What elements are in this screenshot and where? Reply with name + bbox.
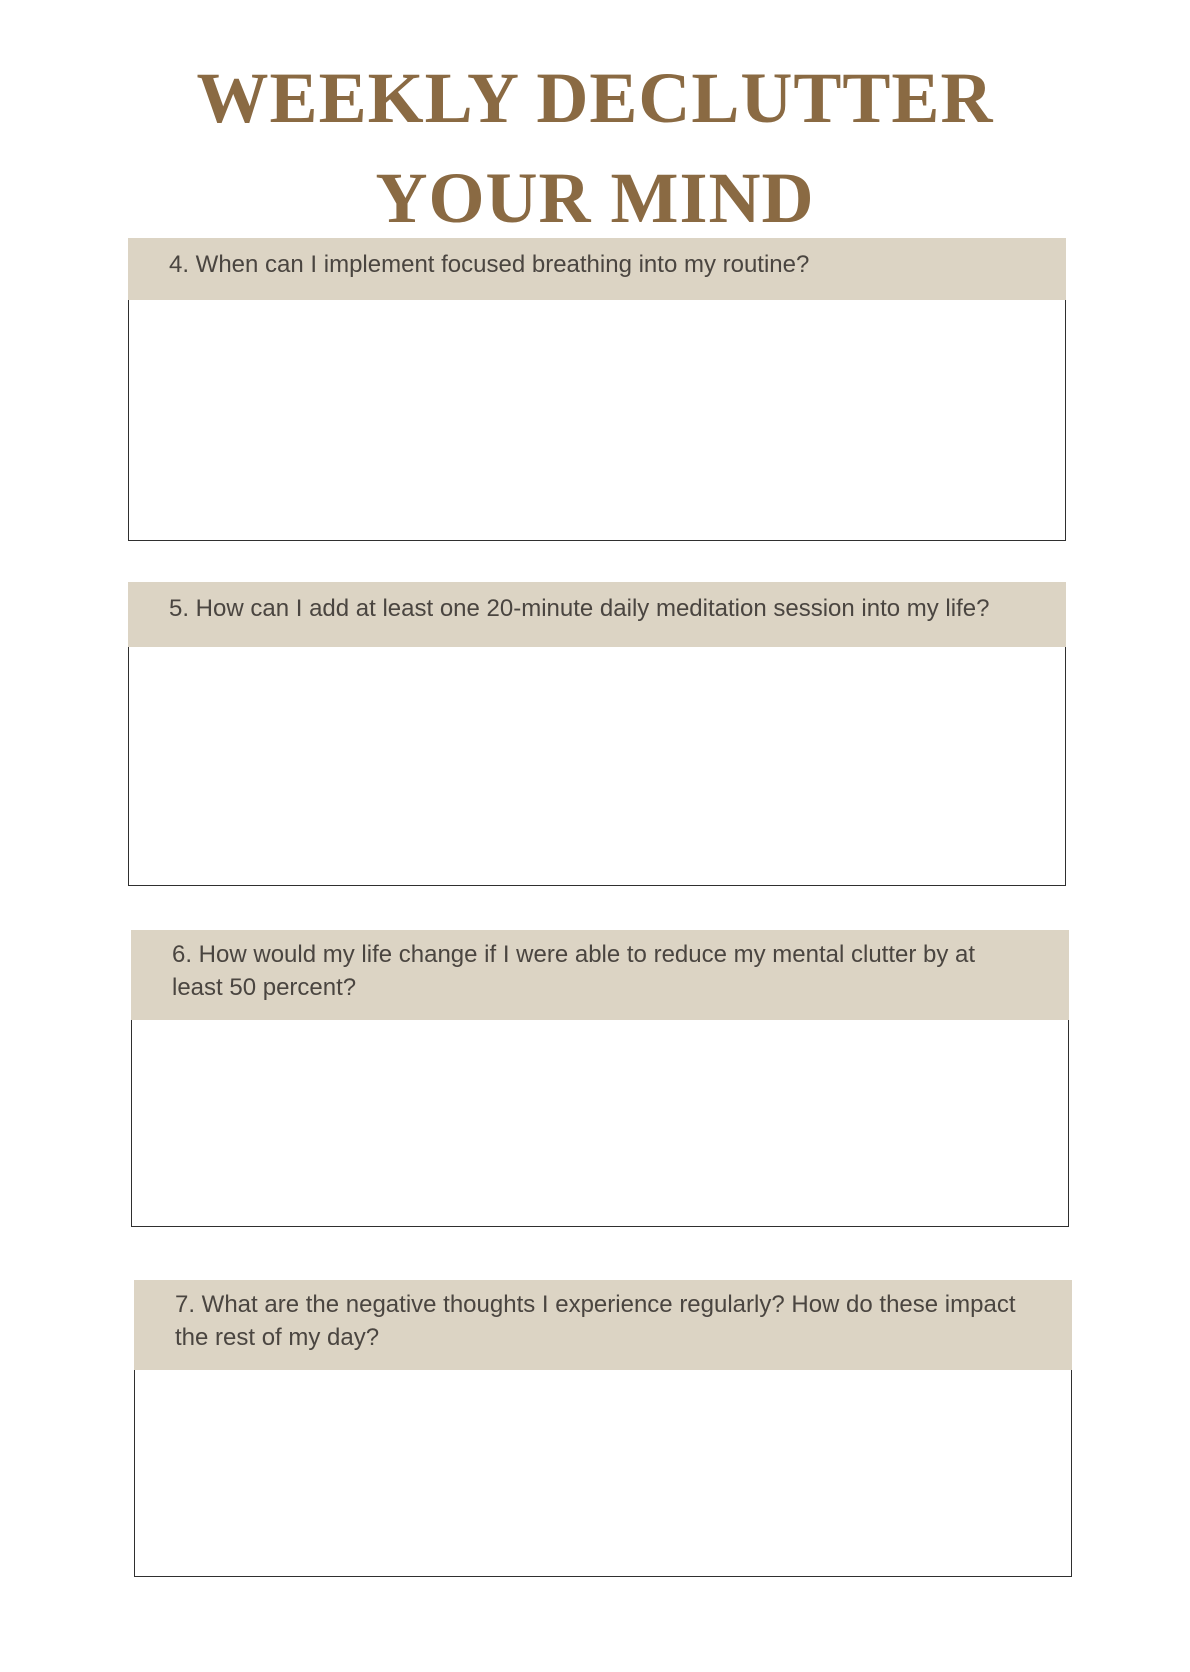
answer-box[interactable] (134, 1370, 1072, 1577)
question-card-7 (134, 1280, 1072, 1577)
answer-box[interactable] (128, 647, 1066, 886)
question-card-5 (128, 582, 1066, 886)
question-prompt: 6. How would my life change if I were able to reduce my mental clutter by at least 50 percent? (131, 930, 1069, 1020)
question-card-6 (131, 930, 1069, 1227)
answer-box[interactable] (131, 1020, 1069, 1227)
question-prompt: 4. When can I implement focused breathing into my routine? (128, 238, 1066, 300)
page-title-line-2: YOUR MIND (375, 158, 815, 238)
question-card-4 (128, 238, 1066, 541)
question-prompt: 5. How can I add at least one 20-minute daily meditation session into my life? (128, 582, 1066, 647)
page-title-line-1: WEEKLY DECLUTTER (196, 58, 994, 138)
question-prompt: 7. What are the negative thoughts I experience regularly? How do these impact the rest of my day? (134, 1280, 1072, 1370)
answer-box[interactable] (128, 300, 1066, 541)
